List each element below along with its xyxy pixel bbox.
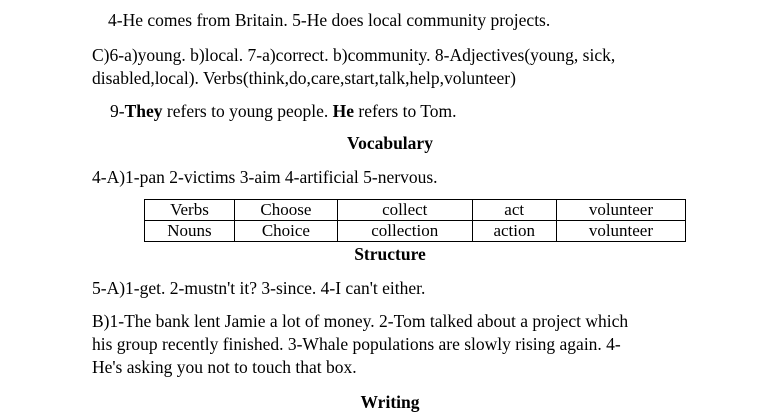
structure-answer-b-part2: his group recently finished. 3-Whale populations are slowly rising again. 4- [92, 334, 621, 354]
table-cell: volunteer [556, 200, 685, 221]
structure-answer-a: 5-A)1-get. 2-mustn't it? 3-since. 4-I can't either. [92, 278, 426, 298]
table-cell: Verbs [145, 200, 235, 221]
table-cell: Choice [234, 221, 337, 242]
answer-9-number: 9- [110, 101, 125, 121]
table-cell: Choose [234, 200, 337, 221]
answer-9-he: He [332, 101, 354, 121]
answer-line-c-part1: C)6-a)young. b)local. 7-a)correct. b)community. 8-Adjectives(young, sick, [92, 45, 616, 65]
vocab-answer-line: 4-A)1-pan 2-victims 3-aim 4-artificial 5-nervous. [92, 167, 438, 187]
table-cell: action [472, 221, 556, 242]
table-row [145, 221, 686, 242]
structure-heading: Structure [354, 244, 426, 264]
table-cell: Nouns [145, 221, 235, 242]
table-cell: collection [337, 221, 472, 242]
table-row [145, 200, 686, 221]
structure-answer-b-part3: He's asking you not to touch that box. [92, 357, 357, 377]
answer-9-text2: refers to Tom. [354, 101, 457, 121]
table-cell: act [472, 200, 556, 221]
table-cell: volunteer [556, 221, 685, 242]
writing-heading: Writing [360, 392, 420, 412]
structure-answer-b-part1: B)1-The bank lent Jamie a lot of money. 2-Tom talked about a project which [92, 311, 629, 331]
answer-9-they: They [124, 101, 163, 121]
answer-9-text1: refers to young people. [162, 101, 333, 121]
answer-line-9 [110, 100, 456, 122]
word-forms-table [144, 199, 686, 242]
answer-line-4-5: 4-He comes from Britain. 5-He does local community projects. [108, 10, 551, 30]
table-cell: collect [337, 200, 472, 221]
answer-line-c-part2: disabled,local). Verbs(think,do,care,start,talk,help,volunteer) [92, 68, 516, 88]
vocabulary-heading: Vocabulary [347, 133, 433, 153]
